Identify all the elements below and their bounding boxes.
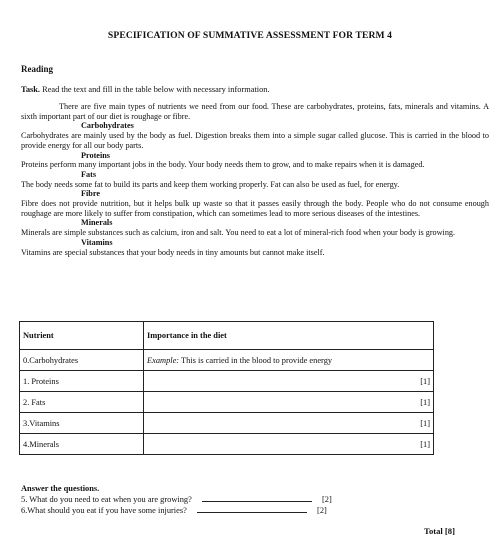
total-score: Total [8] bbox=[424, 526, 455, 536]
reading-text bbox=[21, 102, 489, 257]
answer-section bbox=[21, 484, 332, 516]
answer-heading: Answer the questions. bbox=[21, 484, 100, 493]
importance-cell bbox=[144, 350, 434, 371]
heading-carbohydrates: Carbohydrates bbox=[81, 121, 134, 131]
question-row bbox=[21, 494, 332, 505]
table-header-row bbox=[20, 322, 434, 350]
paragraph-proteins: Proteins perform many important jobs in the body. Your body needs them to grow, and to make repairs when it is damaged. bbox=[21, 160, 425, 170]
heading-minerals: Minerals bbox=[81, 218, 113, 228]
nutrient-cell: 1. Proteins bbox=[20, 371, 144, 392]
heading-fats: Fats bbox=[81, 169, 97, 179]
mark-label: [1] bbox=[420, 418, 430, 428]
mark-label: [1] bbox=[420, 439, 430, 449]
table-row bbox=[20, 392, 434, 413]
nutrient-table bbox=[19, 321, 434, 455]
question-text: 5. What do you need to eat when you are growing? bbox=[21, 495, 192, 504]
table-row bbox=[20, 413, 434, 434]
mark-label: [1] bbox=[420, 397, 430, 407]
column-header-nutrient: Nutrient bbox=[20, 322, 144, 350]
task-instruction bbox=[21, 85, 270, 94]
example-text: This is carried in the blood to provide energy bbox=[181, 355, 333, 365]
task-label: Task. bbox=[21, 85, 41, 94]
table-row bbox=[20, 371, 434, 392]
nutrient-cell: 2. Fats bbox=[20, 392, 144, 413]
question-text: 6.What should you eat if you have some injuries? bbox=[21, 506, 187, 515]
question-mark: [2] bbox=[317, 506, 327, 515]
importance-answer-cell[interactable] bbox=[144, 392, 434, 413]
reading-intro: There are five main types of nutrients we need from our food. These are carbohydrates, proteins, fats, minerals and vitamins. A sixth important part of our diet is roughage or fibre. bbox=[21, 102, 489, 121]
answer-blank[interactable] bbox=[197, 505, 307, 513]
heading-vitamins: Vitamins bbox=[81, 237, 113, 247]
nutrient-cell: 0.Carbohydrates bbox=[20, 350, 144, 371]
example-label: Example: bbox=[147, 355, 180, 365]
question-row bbox=[21, 505, 332, 516]
table-row bbox=[20, 434, 434, 455]
task-text: Read the text and fill in the table below with necessary information. bbox=[42, 85, 270, 94]
paragraph-carbohydrates: Carbohydrates are mainly used by the body as fuel. Digestion breaks them into a simple sugar called glucose. This is carried in the blood to provide energy for all our body parts. bbox=[21, 131, 489, 150]
section-heading-reading: Reading bbox=[21, 64, 54, 74]
importance-answer-cell[interactable] bbox=[144, 371, 434, 392]
importance-answer-cell[interactable] bbox=[144, 434, 434, 455]
page-title: SPECIFICATION OF SUMMATIVE ASSESSMENT FOR TERM 4 bbox=[107, 30, 393, 41]
nutrient-cell: 3.Vitamins bbox=[20, 413, 144, 434]
question-mark: [2] bbox=[321, 495, 332, 504]
heading-fibre: Fibre bbox=[81, 189, 100, 199]
answer-blank[interactable] bbox=[202, 494, 312, 502]
column-header-importance: Importance in the diet bbox=[144, 322, 434, 350]
importance-answer-cell[interactable] bbox=[144, 413, 434, 434]
paragraph-fibre: Fibre does not provide nutrition, but it helps bulk up waste so that it passes easily through the body. People who do not consume enough roughage are more likely to suffer from constipation, which can sometimes lead to more serious diseases of the intestines. bbox=[21, 199, 489, 218]
heading-proteins: Proteins bbox=[81, 150, 110, 160]
nutrient-cell: 4.Minerals bbox=[20, 434, 144, 455]
table-row bbox=[20, 350, 434, 371]
paragraph-minerals: Minerals are simple substances such as calcium, iron and salt. You need to eat a lot of mineral-rich food when your body is growing. bbox=[21, 228, 456, 238]
paragraph-fats: The body needs some fat to build its parts and keep them working properly. Fat can also be used as fuel, for energy. bbox=[21, 179, 400, 189]
mark-label: [1] bbox=[420, 376, 430, 386]
paragraph-vitamins: Vitamins are special substances that your body needs in tiny amounts but cannot make itself. bbox=[21, 247, 325, 257]
